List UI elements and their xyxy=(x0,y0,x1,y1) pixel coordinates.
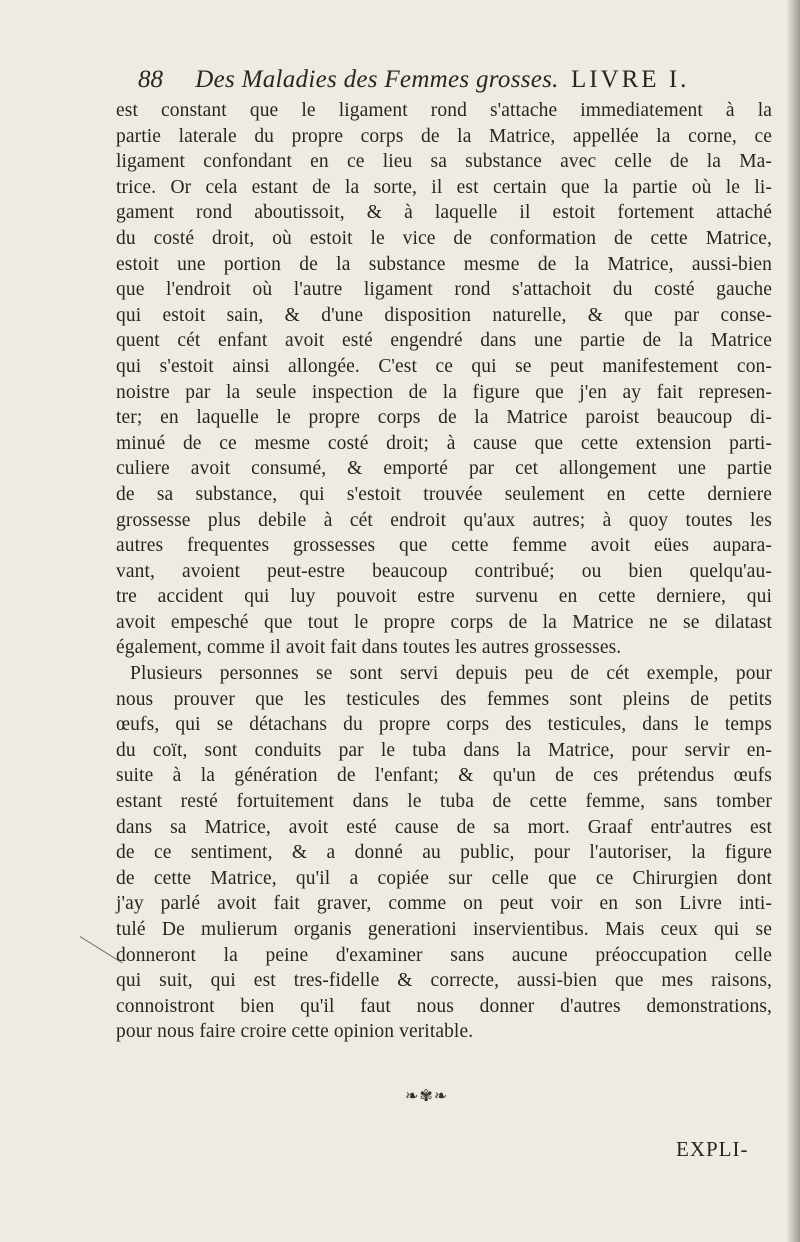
text-line: donneront la peine d'examiner sans aucune préoccupation celle xyxy=(116,944,772,966)
text-line: également, comme il avoit fait dans toutes les autres grossesses. xyxy=(116,637,622,659)
text-line: de cette Matrice, qu'il a copiée sur celle que ce Chirurgien dont xyxy=(116,867,772,889)
catchword: EXPLI- xyxy=(676,1137,749,1161)
text-line: pour nous faire croire cette opinion veritable. xyxy=(116,1021,474,1043)
text-line: qui estoit sain, & d'une disposition naturelle, & que par conse- xyxy=(116,304,772,326)
text-line: connoistront bien qu'il faut nous donner d'autres demonstrations, xyxy=(116,995,772,1017)
text-line: est constant que le ligament rond s'attache immediatement à la xyxy=(116,100,772,121)
text-line: Plusieurs personnes se sont servi depuis peu de cét exemple, pour xyxy=(130,663,772,685)
page-edge-shadow xyxy=(786,0,800,1242)
text-line: tulé De mulierum organis generationi inservientibus. Mais ceux qui se xyxy=(116,919,772,940)
book-label: LIVRE I. xyxy=(570,66,690,93)
body-text xyxy=(116,98,772,1045)
text-line: partie laterale du propre corps de la Matrice, appellée la corne, ce xyxy=(116,125,772,147)
text-line: ter; en laquelle le propre corps de la Matrice paroist beaucoup di- xyxy=(116,407,772,429)
text-line: estant resté fortuitement dans le tuba de cette femme, sans tomber xyxy=(116,791,772,813)
text-line: avoit empesché que tout le propre corps de la Matrice ne se dilatast xyxy=(116,611,772,633)
text-line: estoit une portion de la substance mesme de la Matrice, aussi-bien xyxy=(116,253,772,275)
text-line: quent cét enfant avoit esté engendré dans une partie de la Matrice xyxy=(116,330,772,352)
text-line: que l'endroit où l'autre ligament rond s'attachoit du costé gauche xyxy=(116,279,772,301)
text-line: de sa substance, qui s'estoit trouvée seulement en cette derniere xyxy=(116,483,772,505)
text-line: gament rond aboutissoit, & à laquelle il estoit fortement attaché xyxy=(116,202,772,224)
text-line: dans sa Matrice, avoit esté cause de sa mort. Graaf entr'autres est xyxy=(116,816,772,838)
text-line: œufs, qui se détachans du propre corps des testicules, dans le temps xyxy=(116,714,772,736)
text-line: de ce sentiment, & a donné au public, pour l'autoriser, la figure xyxy=(116,842,772,864)
text-line: du costé droit, où estoit le vice de conformation de cette Matrice, xyxy=(116,227,772,249)
running-title: Des Maladies des Femmes grosses. xyxy=(195,66,559,93)
text-line: minué de ce mesme costé droit; à cause que cette extension parti- xyxy=(116,432,772,454)
text-line: trice. Or cela estant de la sorte, il est certain que la partie où le li- xyxy=(116,176,772,198)
text-line: qui suit, qui est tres-fidelle & correcte, aussi-bien que mes raisons, xyxy=(116,970,772,992)
printer-ornament: ❧✾❧ xyxy=(405,1088,449,1105)
text-line: tre accident qui luy pouvoit estre survenu en cette derniere, qui xyxy=(116,586,772,608)
text-line: grossesse plus debile à cét endroit qu'aux autres; à quoy toutes les xyxy=(116,509,772,531)
text-line: ligament confondant en ce lieu sa substance avec celle de la Ma- xyxy=(116,151,772,173)
text-line: nous prouver que les testicules des femmes sont pleins de petits xyxy=(116,688,772,710)
text-line: qui s'estoit ainsi allongée. C'est ce qui se peut manifestement con- xyxy=(116,355,772,377)
text-line: culiere avoit consumé, & emporté par cet allongement une partie xyxy=(116,458,772,480)
page-number: 88 xyxy=(138,66,163,93)
text-line: vant, avoient peut-estre beaucoup contribué; ou bien quelqu'au- xyxy=(116,560,772,582)
text-line: noistre par la seule inspection de la figure que j'en ay fait represen- xyxy=(116,381,772,403)
text-line: du coït, sont conduits par le tuba dans la Matrice, pour servir en- xyxy=(116,739,772,761)
text-line: autres frequentes grossesses que cette femme avoit eües aupara- xyxy=(116,535,772,557)
text-line: j'ay parlé avoit fait graver, comme on peut voir en son Livre inti- xyxy=(116,893,772,915)
text-line: suite à la génération de l'enfant; & qu'un de ces prétendus œufs xyxy=(116,765,772,787)
